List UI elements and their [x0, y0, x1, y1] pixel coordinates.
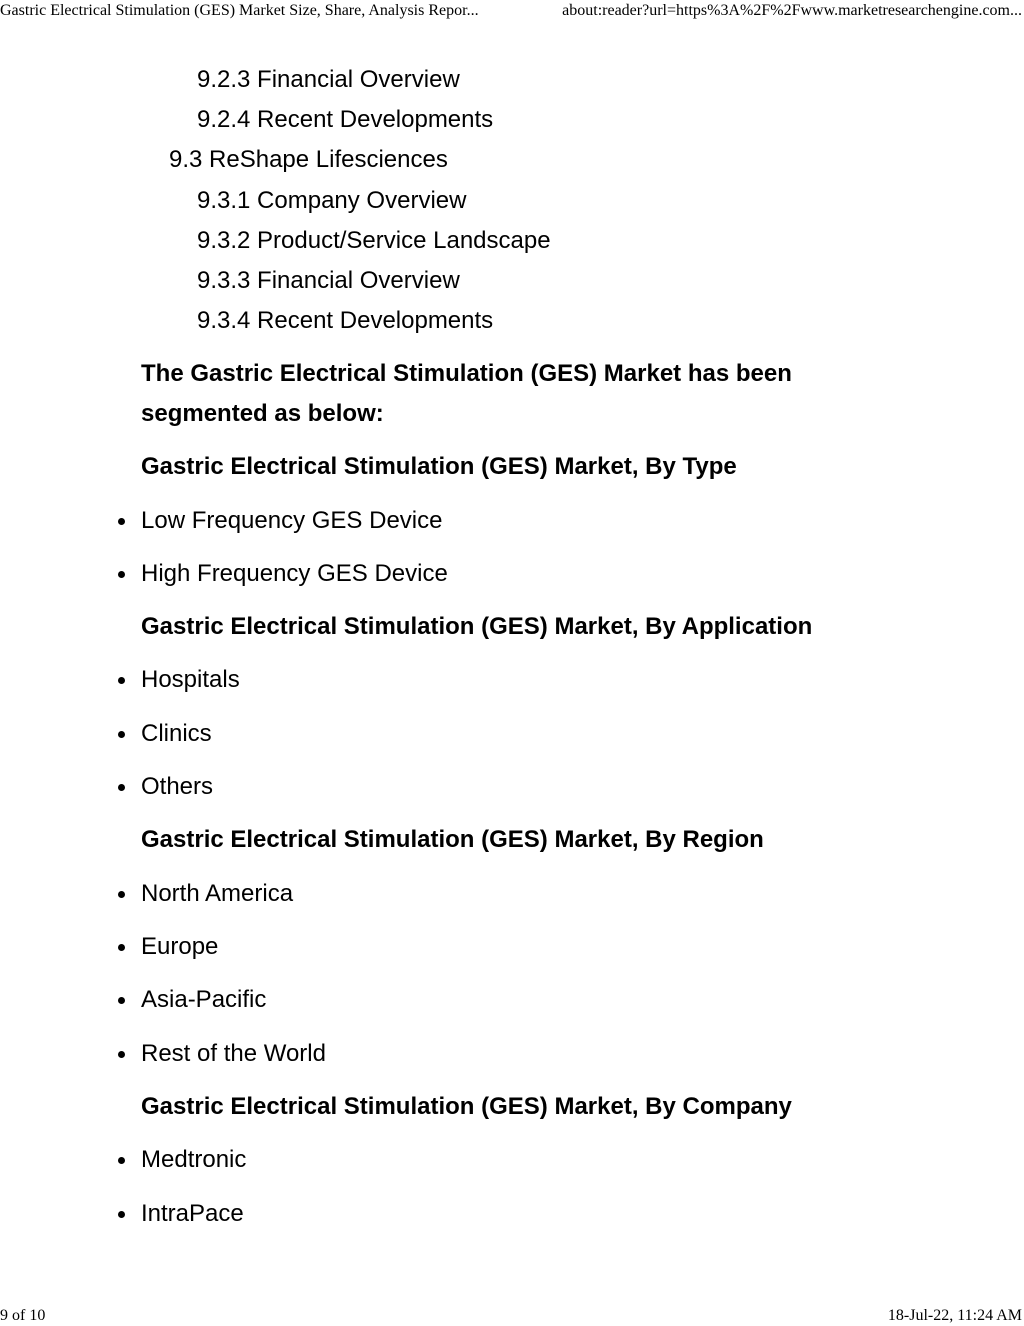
- segmentation-intro-heading: The Gastric Electrical Stimulation (GES) Market has been segmented as below:: [141, 360, 792, 427]
- toc-item: 9.3.1 Company Overview: [197, 187, 467, 214]
- list-item-label: Low Frequency GES Device: [141, 507, 443, 534]
- list-item: [141, 880, 293, 908]
- list-item-label: Clinics: [141, 720, 212, 747]
- segment-heading-type: Gastric Electrical Stimulation (GES) Market, By Type: [141, 453, 737, 480]
- print-header-title: Gastric Electrical Stimulation (GES) Market Size, Share, Analysis Repor...: [0, 2, 479, 19]
- segment-heading-region: Gastric Electrical Stimulation (GES) Market, By Region: [141, 826, 764, 853]
- bullet-icon: [118, 1157, 125, 1164]
- list-item-label: Europe: [141, 933, 219, 960]
- segment-heading-company: Gastric Electrical Stimulation (GES) Market, By Company: [141, 1093, 792, 1120]
- list-item-label: Medtronic: [141, 1146, 247, 1173]
- toc-item: 9.3 ReShape Lifesciences: [169, 146, 448, 173]
- bullet-icon: [118, 518, 125, 525]
- toc-item: 9.2.4 Recent Developments: [197, 106, 494, 133]
- list-item: [141, 986, 266, 1014]
- toc-item: 9.3.3 Financial Overview: [197, 267, 460, 294]
- list-item-label: Rest of the World: [141, 1040, 326, 1067]
- print-header: [0, 1, 1024, 21]
- bullet-icon: [118, 891, 125, 898]
- toc-item: 9.2.3 Financial Overview: [197, 66, 460, 93]
- list-item: [141, 720, 212, 748]
- list-item-label: High Frequency GES Device: [141, 560, 448, 587]
- toc-item: 9.3.4 Recent Developments: [197, 307, 494, 334]
- page-number: 9 of 10: [0, 1307, 46, 1324]
- list-item: [141, 1040, 326, 1068]
- list-item: [141, 1146, 246, 1174]
- print-header-url: about:reader?url=https%3A%2F%2Fwww.marketresearchengine.com...: [562, 2, 1022, 19]
- list-item: [141, 773, 213, 801]
- bullet-icon: [118, 944, 125, 951]
- toc-item: 9.3.2 Product/Service Landscape: [197, 227, 551, 254]
- bullet-icon: [118, 1051, 125, 1058]
- print-datetime: 18-Jul-22, 11:24 AM: [887, 1307, 1022, 1324]
- list-item-label: Others: [141, 773, 214, 800]
- print-footer: [0, 1306, 1024, 1326]
- list-item: [141, 507, 442, 535]
- list-item: [141, 666, 240, 694]
- list-item-label: IntraPace: [141, 1200, 244, 1227]
- list-item-label: Asia-Pacific: [141, 986, 267, 1013]
- list-item-label: Hospitals: [141, 666, 240, 693]
- list-item: [141, 560, 448, 588]
- bullet-icon: [118, 677, 125, 684]
- bullet-icon: [118, 731, 125, 738]
- list-item-label: North America: [141, 880, 294, 907]
- list-item: [141, 1200, 244, 1228]
- bullet-icon: [118, 784, 125, 791]
- bullet-icon: [118, 571, 125, 578]
- segment-heading-application: Gastric Electrical Stimulation (GES) Market, By Application: [141, 613, 813, 640]
- list-item: [141, 933, 218, 961]
- bullet-icon: [118, 1211, 125, 1218]
- bullet-icon: [118, 997, 125, 1004]
